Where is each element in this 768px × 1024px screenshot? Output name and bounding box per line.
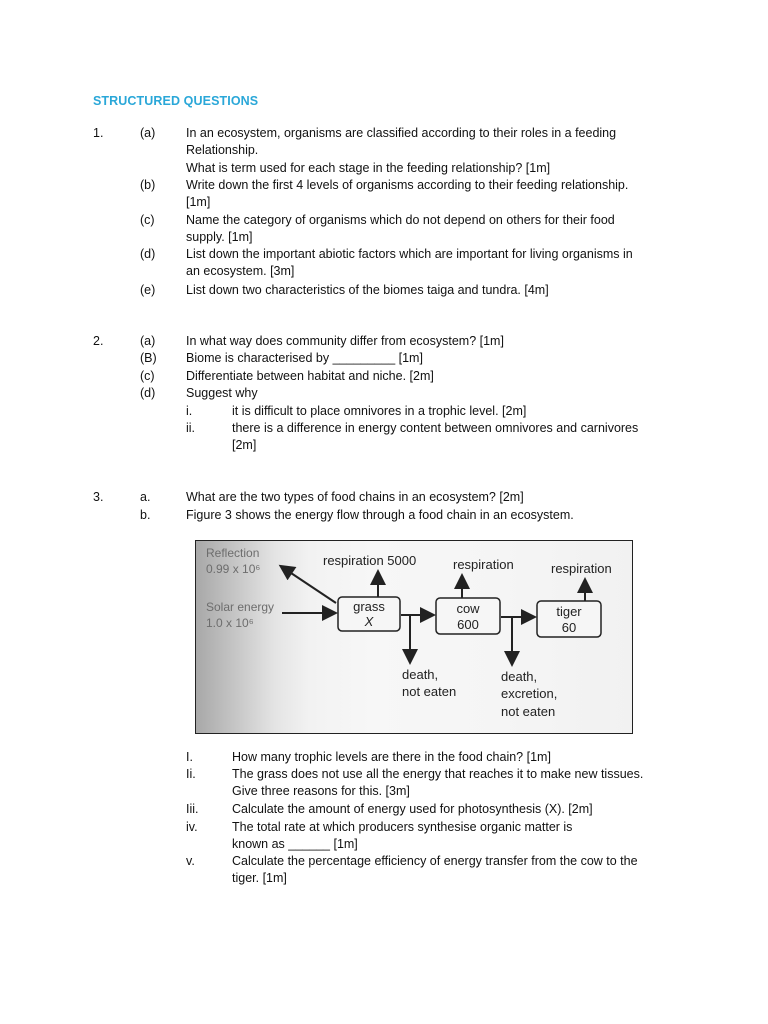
q3-sub-iv-text-2: known as ______ [1m] (232, 837, 358, 851)
tiger-value: 60 (561, 620, 577, 635)
q2-part-b-text-1: Biome is characterised by _________ [1m] (186, 351, 423, 365)
grass-death-label-2: not eaten (402, 684, 457, 699)
cow-label: cow (456, 601, 480, 616)
grass-value: X (364, 614, 374, 629)
q3-part-b-text-1: Figure 3 shows the energy flow through a food chain in an ecosystem. (186, 508, 574, 522)
q1-part-b-text-1: Write down the first 4 levels of organisms according to their feeding relationship. (186, 178, 629, 192)
section-heading: STRUCTURED QUESTIONS (93, 94, 259, 108)
q1-part-a-text-3: What is term used for each stage in the feeding relationship? [1m] (186, 161, 551, 175)
q3-sub-I-text-1: How many trophic levels are there in the food chain? [1m] (232, 750, 551, 764)
q2-part-a-label: (a) (140, 334, 156, 348)
tiger-label: tiger (556, 604, 582, 619)
cow-respiration-label: respiration (453, 557, 514, 572)
energy-flow-figure (195, 540, 633, 734)
q1-part-a-label: (a) (140, 126, 156, 140)
reflection-label: Reflection (206, 546, 260, 560)
cow-death-label-1: death, (501, 669, 538, 684)
q3-part-b-label: b. (140, 508, 151, 522)
question-1-number: 1. (93, 126, 104, 140)
q1-part-c-text-1: Name the category of organisms which do not depend on others for their food (186, 213, 615, 227)
q3-sub-Ii-text-1: The grass does not use all the energy that reaches it to make new tissues. (232, 767, 644, 781)
q3-sub-Iii-label: Iii. (186, 802, 199, 816)
q1-part-a-text-1: In an ecosystem, organisms are classified according to their roles in a feeding (186, 126, 617, 140)
q2-part-d-label: (d) (140, 386, 156, 400)
grass-respiration-label: respiration 5000 (323, 553, 417, 568)
grass-death-label-1: death, (402, 667, 439, 682)
q3-sub-v-text-1: Calculate the percentage efficiency of energy transfer from the cow to the (232, 854, 638, 868)
q2-sub-i-label: i. (186, 404, 193, 418)
q1-part-d-label: (d) (140, 247, 156, 261)
q1-part-c-text-2: supply. [1m] (186, 230, 253, 244)
q2-part-b-label: (B) (140, 351, 157, 365)
q2-sub-i-text-1: it is difficult to place omnivores in a trophic level. [2m] (232, 404, 527, 418)
solar-energy-value: 1.0 x 10⁶ (206, 616, 254, 630)
q1-part-d-text-1: List down the important abiotic factors which are important for living organisms in (186, 247, 633, 261)
q1-part-b-text-2: [1m] (186, 195, 211, 209)
q3-sub-Ii-label: Ii. (186, 767, 196, 781)
question-2-number: 2. (93, 334, 104, 348)
solar-energy-label: Solar energy (206, 600, 275, 614)
reflection-value: 0.99 x 10⁶ (206, 562, 261, 576)
grass-label: grass (353, 599, 385, 614)
q3-part-a-label: a. (140, 490, 151, 504)
q2-part-d-text-1: Suggest why (186, 386, 258, 400)
q1-part-e-label: (e) (140, 283, 156, 297)
q2-sub-ii-label: ii. (186, 421, 196, 435)
tiger-respiration-label: respiration (551, 561, 612, 576)
q3-sub-iv-label: iv. (186, 820, 198, 834)
q3-sub-Iii-text-1: Calculate the amount of energy used for photosynthesis (X). [2m] (232, 802, 593, 816)
question-3-number: 3. (93, 490, 104, 504)
q3-part-a-text-1: What are the two types of food chains in an ecosystem? [2m] (186, 490, 524, 504)
cow-death-label-2: excretion, (501, 686, 558, 701)
q1-part-e-text-1: List down two characteristics of the biomes taiga and tundra. [4m] (186, 283, 549, 297)
q1-part-b-label: (b) (140, 178, 156, 192)
q3-sub-v-label: v. (186, 854, 195, 868)
q1-part-a-text-2: Relationship. (186, 143, 259, 157)
reflection-arrow (282, 567, 336, 603)
energy-flow-diagram (196, 541, 632, 733)
q3-sub-v-text-2: tiger. [1m] (232, 871, 287, 885)
cow-value: 600 (457, 617, 479, 632)
q2-sub-ii-text-2: [2m] (232, 438, 257, 452)
cow-death-label-3: not eaten (501, 704, 556, 719)
q1-part-c-label: (c) (140, 213, 155, 227)
q2-part-c-text-1: Differentiate between habitat and niche. [2m] (186, 369, 434, 383)
q3-sub-I-label: I. (186, 750, 193, 764)
q2-part-a-text-1: In what way does community differ from ecosystem? [1m] (186, 334, 504, 348)
q3-sub-iv-text-1: The total rate at which producers synthesise organic matter is (232, 820, 573, 834)
q2-sub-ii-text-1: there is a difference in energy content between omnivores and carnivores (232, 421, 639, 435)
q3-sub-Ii-text-2: Give three reasons for this. [3m] (232, 784, 410, 798)
q2-part-c-label: (c) (140, 369, 155, 383)
q1-part-d-text-2: an ecosystem. [3m] (186, 264, 295, 278)
